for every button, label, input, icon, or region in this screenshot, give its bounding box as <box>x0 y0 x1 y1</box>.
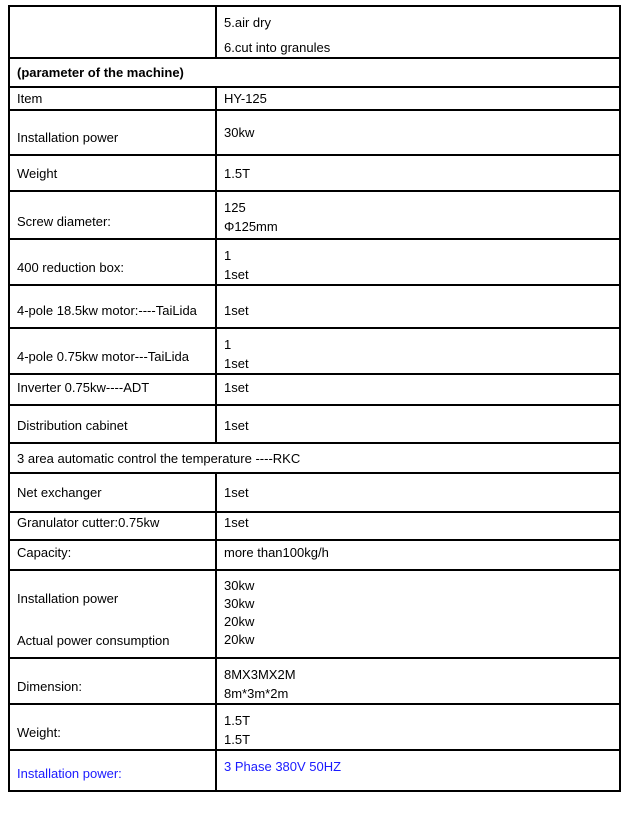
table-row <box>9 570 620 658</box>
param-value-line: 1.5T <box>224 713 251 728</box>
table-row <box>9 473 620 512</box>
full-width-text: 3 area automatic control the temperature ----RKC <box>17 450 301 466</box>
param-value-line: HY-125 <box>224 91 267 106</box>
param-value-line: 1set <box>224 356 249 371</box>
param-value-line: 8MX3MX2M <box>224 667 296 682</box>
param-label-cell <box>9 374 216 405</box>
param-value-cell <box>216 704 620 750</box>
param-value-cell <box>216 750 620 791</box>
param-value-line: 1set <box>224 418 249 433</box>
param-label: Installation power <box>17 130 119 145</box>
param-label: Inverter 0.75kw----ADT <box>17 380 150 395</box>
param-value-cell <box>216 473 620 512</box>
param-value-line: 1set <box>224 303 249 318</box>
param-label-cell <box>9 750 216 791</box>
param-label-cell <box>9 239 216 285</box>
table-row-highlighted <box>9 750 620 791</box>
param-value-line: more than100kg/h <box>224 545 329 560</box>
table-row <box>9 285 620 328</box>
param-label-cell <box>9 6 216 58</box>
param-value-line: 1set <box>224 515 249 530</box>
param-label-cell <box>9 512 216 540</box>
table-row <box>9 6 620 58</box>
param-value-cell <box>216 374 620 405</box>
param-value-cell <box>216 87 620 110</box>
param-label-cell <box>9 191 216 239</box>
param-value-cell <box>216 6 620 58</box>
param-value-line: 6.cut into granules <box>224 40 331 55</box>
param-label: Granulator cutter:0.75kw <box>17 515 160 530</box>
param-value-cell <box>216 328 620 374</box>
section-header-title: (parameter of the machine) <box>17 65 184 80</box>
param-value-line: 3 Phase 380V 50HZ <box>224 759 342 774</box>
param-value-line: 1.5T <box>224 732 251 747</box>
param-label: 400 reduction box: <box>17 260 124 275</box>
table-row <box>9 87 620 110</box>
table-row <box>9 110 620 155</box>
param-label: 4-pole 18.5kw motor:----TaiLida <box>17 303 197 318</box>
param-label-cell <box>9 658 216 704</box>
param-value-line: 30kw <box>224 596 255 611</box>
table-row <box>9 540 620 570</box>
param-label: Actual power consumption <box>17 633 170 648</box>
param-value-line: Φ125mm <box>224 219 278 234</box>
param-label: Screw diameter: <box>17 214 111 229</box>
param-value-cell <box>216 191 620 239</box>
full-width-cell <box>9 443 620 473</box>
param-label-cell <box>9 87 216 110</box>
param-value-line: 30kw <box>224 125 255 140</box>
table-row <box>9 155 620 191</box>
param-value-cell <box>216 658 620 704</box>
param-value-line: 8m*3m*2m <box>224 686 289 701</box>
table-row <box>9 239 620 285</box>
param-label-cell <box>9 570 216 658</box>
param-value-line: 20kw <box>224 632 255 647</box>
param-value-line: 20kw <box>224 614 255 629</box>
param-value-cell <box>216 512 620 540</box>
param-value-cell <box>216 540 620 570</box>
param-value-line: 1set <box>224 380 249 395</box>
param-value-line: 125 <box>224 200 246 215</box>
param-value-line: 1set <box>224 267 249 282</box>
param-value-line: 30kw <box>224 578 255 593</box>
param-label: Dimension: <box>17 679 83 694</box>
param-value-line: 1.5T <box>224 165 251 181</box>
param-label: Capacity: <box>17 545 72 560</box>
section-header-cell <box>9 58 620 87</box>
param-label: Distribution cabinet <box>17 418 128 433</box>
param-value-cell <box>216 405 620 443</box>
section-header-row <box>9 58 620 87</box>
param-value-cell <box>216 239 620 285</box>
param-label-cell <box>9 405 216 443</box>
param-label: Installation power: <box>17 766 122 781</box>
full-width-row <box>9 443 620 473</box>
param-value-cell <box>216 570 620 658</box>
param-label: Weight: <box>17 725 61 740</box>
param-value-line: 1 <box>224 248 232 263</box>
param-value-cell <box>216 110 620 155</box>
param-label-cell <box>9 540 216 570</box>
table-row <box>9 191 620 239</box>
param-value-line: 1 <box>224 337 232 352</box>
param-label-cell <box>9 328 216 374</box>
param-label: Weight <box>17 165 58 181</box>
param-label: Installation power <box>17 591 119 606</box>
param-label-cell <box>9 704 216 750</box>
table-row <box>9 328 620 374</box>
table-row <box>9 374 620 405</box>
param-label-cell <box>9 110 216 155</box>
table-row <box>9 704 620 750</box>
param-value-cell <box>216 155 620 191</box>
param-value-cell <box>216 285 620 328</box>
param-value-line: 5.air dry <box>224 15 271 30</box>
param-value-line: 1set <box>224 485 249 500</box>
param-label: Item <box>17 91 43 106</box>
param-label-cell <box>9 285 216 328</box>
table-row <box>9 405 620 443</box>
param-label: 4-pole 0.75kw motor---TaiLida <box>17 349 189 364</box>
table-row <box>9 512 620 540</box>
param-label-cell <box>9 155 216 191</box>
param-label: Net exchanger <box>17 485 102 500</box>
table-row <box>9 658 620 704</box>
parameters-table <box>8 5 621 792</box>
param-label-cell <box>9 473 216 512</box>
